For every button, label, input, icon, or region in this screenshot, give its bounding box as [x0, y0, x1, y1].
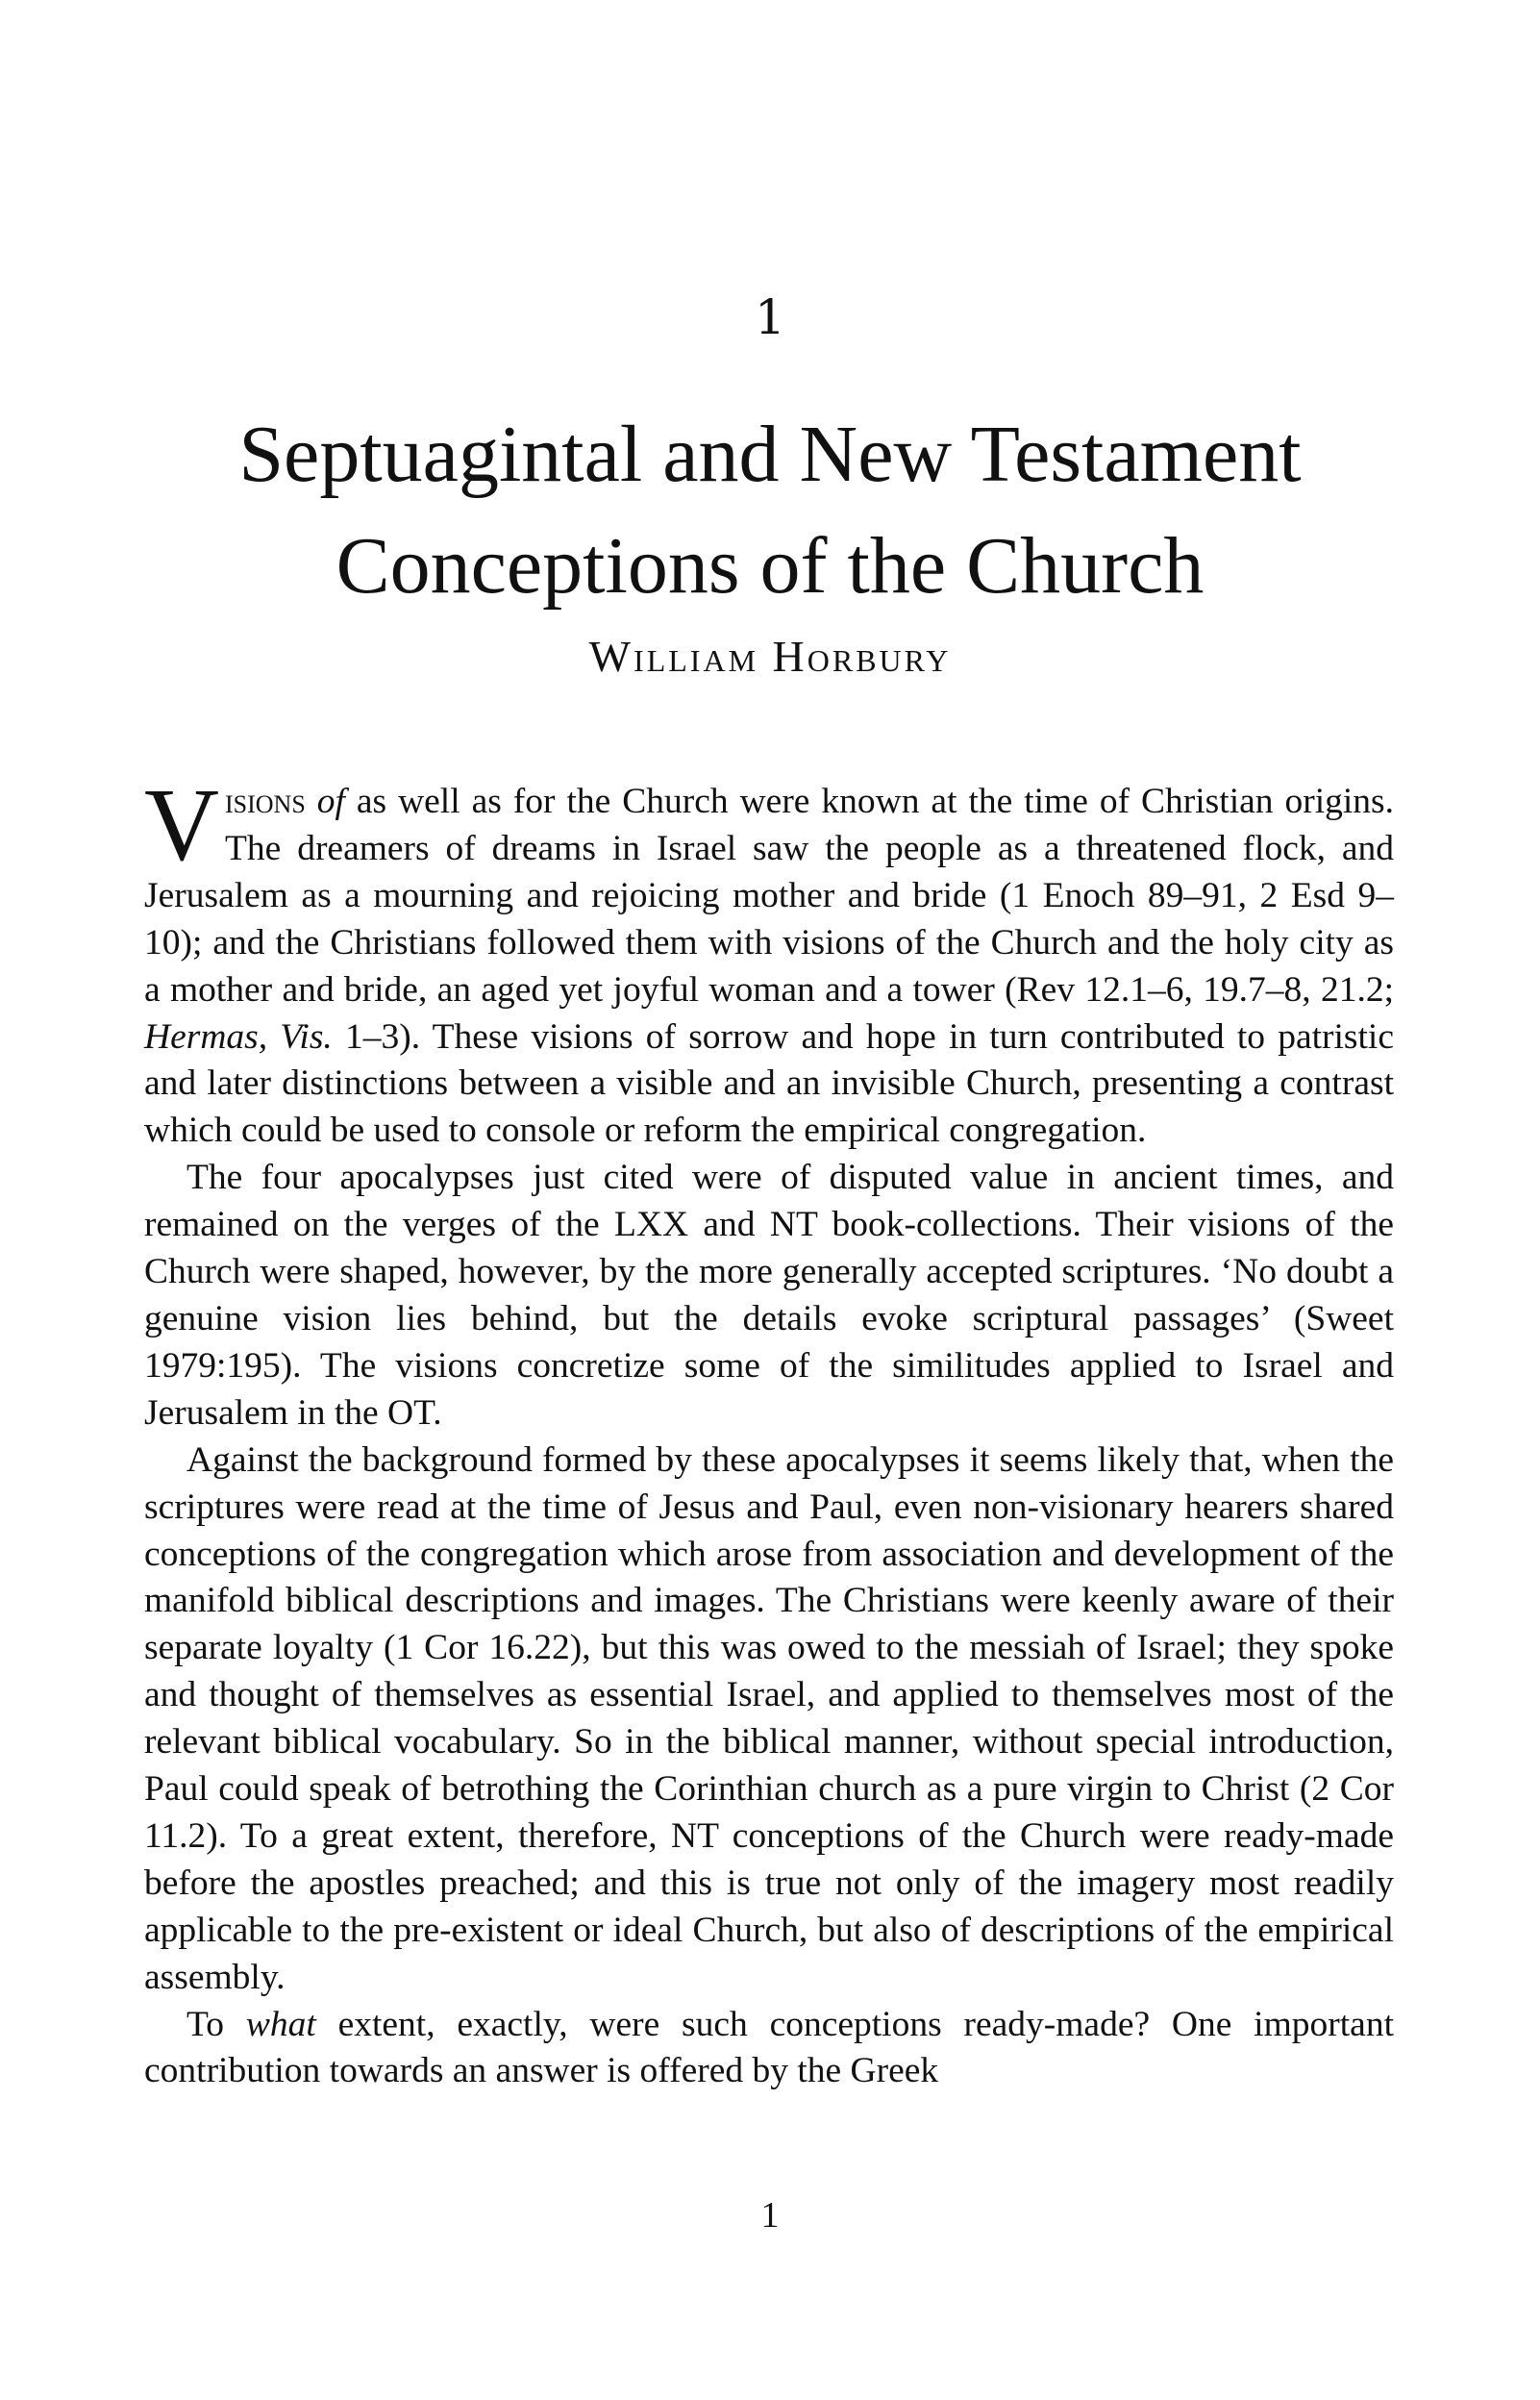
paragraph-2: The four apocalypses just cited were of disputed value in ancient times, and remained on the verges of the LXX and NT book-collections. Their visions of the Church were shaped, however, by the more generally accepted scriptures. ‘No doubt a genuine vision lies behind, but the details evoke scriptural passages’ (Sweet 1979:195). The visions concretize some of the similitudes applied to Israel and Jerusalem in the OT. [144, 1158, 1394, 1433]
page-number: 1 [760, 2195, 780, 2236]
body-text [144, 768, 1395, 2095]
chapter-title-line-2: Conceptions of the Church [335, 521, 1205, 611]
italic-word: of [316, 782, 345, 821]
paragraph-1 [144, 768, 1395, 1155]
paragraph-1-text-end: 1–3). These visions of sorrow and hope in turn contributed to patristic and later distinctions between a visible and an invisible Church, presenting a contrast which could be used to console or reform the empirical congregation. [144, 1016, 1394, 1151]
italic-word: what [245, 2004, 316, 2044]
drop-cap: V [144, 768, 219, 883]
chapter-number: 1 [755, 289, 785, 345]
paragraph-4 [144, 2002, 1394, 2096]
lead-small-caps: isions [225, 782, 306, 821]
paragraph-1-text: as well as for the Church were known at the time of Christian origins. The dreamers of dreams in Israel saw the people as a threatened flock, and Jerusalem as a mourning and rejoicing mother and bride (1 Enoch 89–91, 2 Esd 9–10); and the Christians followed them with visions of the Church and the holy city as a mother and bride, an aged yet joyful woman and a tower (Rev 12.1–6, 19.7–8, 21.2; [144, 782, 1395, 1010]
author-name: William Horbury [588, 632, 952, 681]
paragraph-3: Against the background formed by these apocalypses it seems likely that, when the scriptures were read at the time of Jesus and Paul, even non-visionary hearers shared conceptions of the congregation which arose from association and development of the manifold biblical descriptions and images. The Christians were keenly aware of their separate loyalty (1 Cor 16.22), but this was owed to the messiah of Israel; they spoke and thought of themselves as essential Israel, and applied to themselves most of the relevant biblical vocabulary. So in the biblical manner, without special introduction, Paul could speak of betrothing the Corinthian church as a pure virgin to Christ (2 Cor 11.2). To a great extent, therefore, NT conceptions of the Church were ready-made before the apostles preached; and this is true not only of the imagery most readily applicable to the pre-existent or ideal Church, but also of descriptions of the empirical assembly. [144, 1439, 1394, 1997]
chapter-title [0, 399, 1540, 622]
chapter-title-line-1: Septuagintal and New Testament [238, 410, 1302, 499]
paragraph-4-start: To [186, 2004, 246, 2044]
paragraph-4-text: extent, exactly, were such conceptions ready-made? One important contribution towards an answer is offered by the Greek [144, 2004, 1394, 2091]
italic-reference: Hermas, Vis. [144, 1016, 333, 1057]
